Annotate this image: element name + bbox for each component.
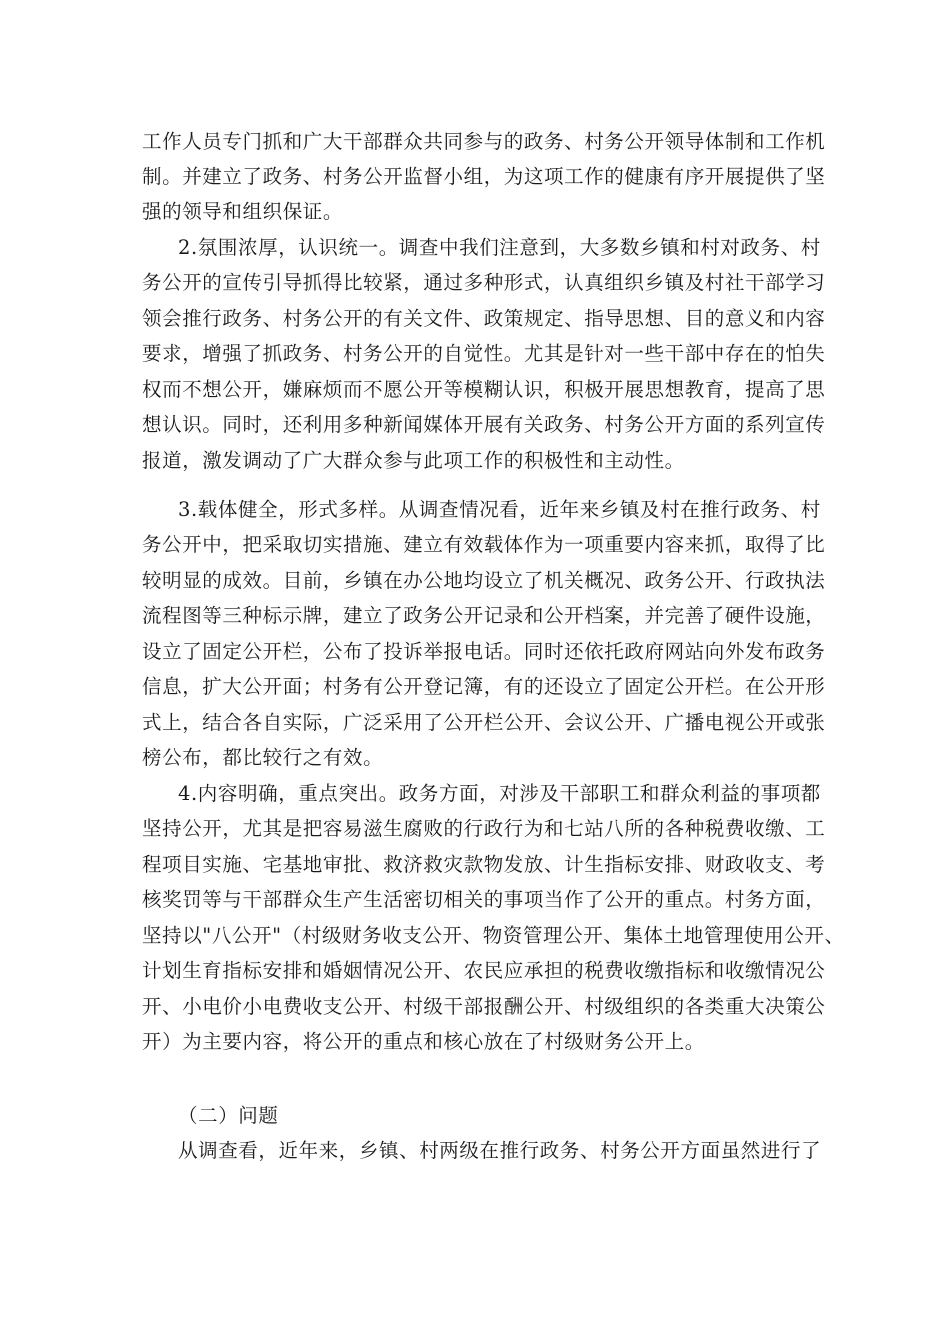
- body-text-line: 坚持公开，尤其是把容易滋生腐败的行政行为和七站八所的各种税费收缴、工: [142, 817, 826, 840]
- body-text-line: 设立了固定公开栏，公布了投诉举报电话。同时还依托政府网站向外发布政务: [142, 640, 826, 663]
- body-text-line: 开、小电价小电费收支公开、村级干部报酬公开、村级组织的各类重大决策公: [142, 995, 826, 1018]
- body-text-line: 报道，激发调动了广大群众参与此项工作的积极性和主动性。: [142, 449, 685, 472]
- body-text-line: 开）为主要内容，将公开的重点和核心放在了村级财务公开上。: [142, 1030, 705, 1053]
- body-text-line: 制。并建立了政务、村务公开监督小组，为这项工作的健康有序开展提供了坚: [142, 165, 826, 188]
- body-text-line: 权而不想公开，嫌麻烦而不愿公开等模糊认识，积极开展思想教育，提高了思: [142, 378, 826, 401]
- body-text-line: 务公开中，把采取切实措施、建立有效载体作为一项重要内容来抓，取得了比: [142, 533, 826, 556]
- body-text-line: 较明显的成效。目前，乡镇在办公地均设立了机关概况、政务公开、行政执法: [142, 569, 826, 592]
- body-text-line: 流程图等三种标示牌，建立了政务公开记录和公开档案，并完善了硬件设施，: [142, 604, 826, 627]
- body-text-line: 榜公布，都比较行之有效。: [142, 746, 384, 769]
- body-text-line: 计划生育指标安排和婚姻情况公开、农民应承担的税费收缴指标和收缴情况公: [142, 959, 826, 982]
- body-text-line: 想认识。同时，还利用多种新闻媒体开展有关政务、村务公开方面的系列宣传: [142, 413, 826, 436]
- body-text-line: 领会推行政务、村务公开的有关文件、政策规定、指导思想、目的意义和内容: [142, 307, 826, 330]
- paragraph-3-start: 3.载体健全，形式多样。从调查情况看，近年来乡镇及村在推行政务、村: [178, 498, 821, 521]
- body-text-line: 工作人员专门抓和广大干部群众共同参与的政务、村务公开领导体制和工作机: [142, 130, 826, 153]
- body-text-line: 程项目实施、宅基地审批、救济救灾款物发放、计生指标安排、财政收支、考: [142, 853, 826, 876]
- body-text-line: 信息，扩大公开面；村务有公开登记簿，有的还设立了固定公开栏。在公开形: [142, 675, 826, 698]
- paragraph-4-start: 4.内容明确，重点突出。政务方面，对涉及干部职工和群众利益的事项都: [178, 782, 821, 805]
- section-heading-problems: （二）问题: [178, 1104, 279, 1127]
- body-text-line: 务公开的宣传引导抓得比较紧，通过多种形式，认真组织乡镇及村社干部学习: [142, 271, 826, 294]
- paragraph-problems-start: 从调查看，近年来，乡镇、村两级在推行政务、村务公开方面虽然进行了: [178, 1139, 822, 1162]
- body-text-line: 强的领导和组织保证。: [142, 200, 344, 223]
- body-text-line: 坚持以"八公开"（村级财务收支公开、物资管理公开、集体土地管理使用公开、: [142, 924, 845, 947]
- body-text-line: 核奖罚等与干部群众生产生活密切相关的事项当作了公开的重点。村务方面，: [142, 888, 826, 911]
- paragraph-2-start: 2.氛围浓厚，认识统一。调查中我们注意到，大多数乡镇和村对政务、村: [178, 236, 821, 259]
- body-text-line: 式上，结合各自实际，广泛采用了公开栏公开、会议公开、广播电视公开或张: [142, 711, 826, 734]
- body-text-line: 要求，增强了抓政务、村务公开的自觉性。尤其是针对一些干部中存在的怕失: [142, 342, 826, 365]
